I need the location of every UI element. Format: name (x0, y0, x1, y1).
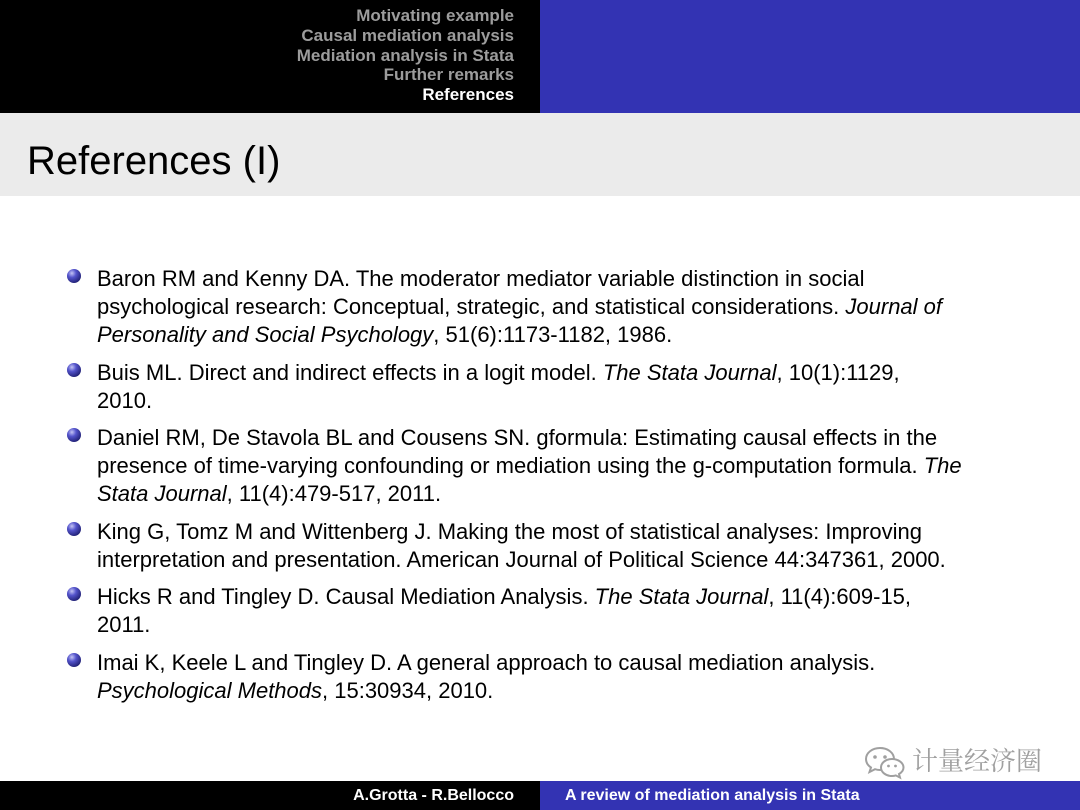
slide-header (0, 0, 1080, 113)
nav-section-motivating-example[interactable]: Motivating example (356, 6, 514, 25)
reference-line (97, 424, 1080, 452)
reference-text: , 10(1):1129, (776, 359, 900, 385)
journal-name: The (923, 453, 962, 478)
watermark (864, 744, 1050, 780)
reference-line (97, 677, 1080, 705)
reference-line (97, 293, 1080, 321)
reference-text: interpretation and presentation. American Journal of Political Science 44:347361, 2000. (97, 546, 946, 572)
reference-line (97, 480, 1080, 508)
reference-text: , 11(4):479-517, 2011. (226, 481, 442, 506)
footer-presentation-title: A review of mediation analysis in Stata (565, 787, 860, 804)
reference-line (97, 387, 1080, 415)
reference-text: Imai K, Keele L and Tingley D. A general approach to causal mediation analysis. (97, 649, 876, 675)
journal-name: Personality and Social Psychology (97, 322, 434, 347)
bullet-ball-icon (67, 653, 81, 667)
reference-text: King G, Tomz M and Wittenberg J. Making the most of statistical analyses: Improving (97, 518, 922, 544)
reference-text: 2010. (97, 387, 153, 413)
reference-line (97, 359, 1080, 387)
journal-name: Journal of (845, 294, 943, 319)
slide-footer (0, 781, 1080, 810)
reference-line (97, 518, 1080, 546)
nav-section-references[interactable]: References (422, 85, 514, 104)
watermark-text: 计量经济圈 (912, 747, 1043, 777)
reference-list (0, 265, 1080, 714)
list-item (0, 359, 1080, 415)
reference-text: Hicks R and Tingley D. Causal Mediation Analysis. (97, 584, 595, 609)
nav-section-further-remarks[interactable]: Further remarks (383, 65, 514, 85)
reference-text: , 11(4):609-15, (768, 584, 912, 609)
footer-author-panel (0, 781, 540, 810)
frame-title-band (0, 113, 1080, 196)
reference-line (97, 583, 1080, 611)
nav-section-causal-mediation-analysis[interactable]: Causal mediation analysis (301, 25, 514, 45)
list-item (0, 265, 1080, 349)
reference-text: presence of time-varying confounding or mediation using the g-computation formula. (97, 453, 924, 478)
section-navigation-panel (0, 0, 540, 113)
reference-text: , 51(6):1173-1182, 1986. (433, 322, 673, 347)
section-navigation (297, 6, 514, 105)
bullet-ball-icon (67, 363, 81, 377)
reference-text: Baron RM and Kenny DA. The moderator mediator variable distinction in social (97, 266, 865, 291)
reference-line (97, 321, 1080, 349)
list-item (0, 518, 1080, 574)
reference-text: Buis ML. Direct and indirect effects in a logit model. (97, 359, 603, 385)
journal-name: The Stata Journal (602, 359, 777, 385)
bullet-ball-icon (67, 428, 81, 442)
subsection-navigation-panel (540, 0, 1080, 113)
wechat-icon (864, 746, 906, 780)
reference-line (97, 546, 1080, 574)
reference-text: 2011. (97, 612, 151, 637)
reference-text: Daniel RM, De Stavola BL and Cousens SN. gformula: Estimating causal effects in the (97, 425, 938, 450)
list-item (0, 424, 1080, 508)
list-item (0, 649, 1080, 705)
list-item (0, 583, 1080, 639)
page-title: References (I) (27, 139, 281, 183)
reference-line (97, 265, 1080, 293)
reference-line (97, 452, 1080, 480)
footer-title-panel (540, 781, 1080, 810)
nav-section-mediation-analysis-in-stata[interactable]: Mediation analysis in Stata (296, 45, 514, 65)
bullet-ball-icon (67, 587, 81, 601)
reference-text: psychological research: Conceptual, strategic, and statistical considerations. (97, 294, 846, 319)
journal-name: The Stata Journal (594, 584, 769, 609)
reference-line (97, 649, 1080, 677)
journal-name: Stata Journal (97, 481, 227, 506)
footer-authors: A.Grotta - R.Bellocco (353, 787, 514, 804)
bullet-ball-icon (67, 269, 81, 283)
reference-line (97, 611, 1080, 639)
journal-name: Psychological Methods (97, 677, 323, 703)
bullet-ball-icon (67, 522, 81, 536)
reference-text: , 15:30934, 2010. (322, 677, 494, 703)
